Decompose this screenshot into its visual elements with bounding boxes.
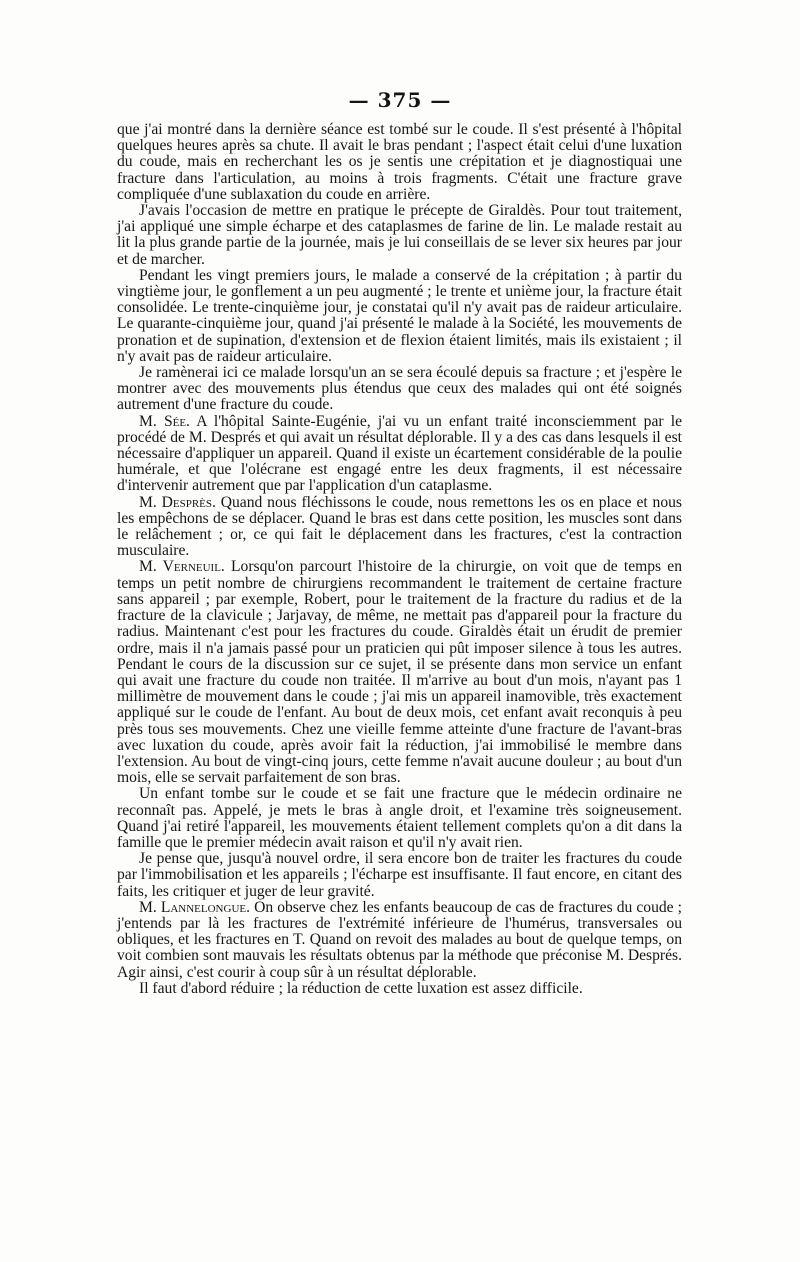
paragraph xyxy=(117,559,682,786)
paragraph xyxy=(117,203,682,268)
paragraph-text: Un enfant tombe sur le coude et se fait une fracture que le médecin ordinaire ne reconnaît pas. Appelé, je mets le bras à angle droit, et l'examine très soigneusement. Quand j'ai retiré l'appareil, les mouvements étaient tellement complets qu'on a dit dans la famille que le premier médecin avait raison et qu'il n'y avait rien. xyxy=(117,785,682,851)
paragraph xyxy=(117,900,682,981)
speaker-name: M. Sée. xyxy=(139,412,190,430)
paragraph xyxy=(117,981,682,997)
speaker-name: M. Verneuil. xyxy=(139,558,225,576)
paragraph xyxy=(117,268,682,365)
paragraph-text: Je pense que, jusqu'à nouvel ordre, il sera encore bon de traiter les fractures du coude par l'immobilisation et les appareils ; l'écharpe est insuffisante. Il faut encore, en citant des faits, les critiquer et juger de leur gravité. xyxy=(117,850,682,900)
paragraph xyxy=(117,365,682,414)
paragraph-text: Quand nous fléchissons le coude, nous remettons les os en place et nous les empêchons de se déplacer. Quand le bras est dans cette position, les muscles sont dans le relâchement ; or, ce qui fait le déplacement dans les fractures, c'est la contraction musculaire. xyxy=(117,493,682,560)
paragraph-text: On observe chez les enfants beaucoup de cas de fractures du coude ; j'entends par là les fractures de l'extrémité inférieure de l'humérus, transversales ou obliques, et les fractures en T. Quand on revoit des malades au bout de quelque temps, on voit combien sont mauvais les résultats obtenus par la méthode que préconise M. Després. Agir ainsi, c'est courir à coup sûr à un résultat déplorable. xyxy=(117,898,682,981)
paragraph-text: Lorsqu'on parcourt l'histoire de la chirurgie, on voit que de temps en temps un petit nombre de chirurgiens recommandent le traitement de certaine fracture sans appareil ; par exemple, Robert, pour le traitement de la fracture du radius et de la fracture de la clavicule ; Jarjavay, de même, ne mettait pas d'appareil pour la fracture du radius. Maintenant c'est pour les fractures du coude. Giraldès était un érudit de premier ordre, mais il n'a jamais passé pour un praticien qui pût imposer silence à tous les autres. Pendant le cours de la discussion sur ce sujet, il se présente dans mon service un enfant qui avait une fracture du coude non traitée. Il m'arrive au bout d'un mois, n'ayant pas 1 millimètre de mouvement dans le coude ; j'ai mis un appareil inamovible, très exactement appliqué sur le coude de l'enfant. Au bout de deux mois, cet enfant avait reconquis à peu près tous ses mouvements. Chez une vieille femme atteinte d'une fracture de l'avant-bras avec luxation du coude, après avoir fait la réduction, j'ai immobilisé le membre dans l'extension. Au bout de vingt-cinq jours, cette femme n'avait aucune douleur ; au bout d'un mois, elle se servait parfaitement de son bras. xyxy=(117,558,682,787)
paragraph xyxy=(117,414,682,495)
paragraph-text: Je ramènerai ici ce malade lorsqu'un an se sera écoulé depuis sa fracture ; et j'espère le montrer avec des mouvements plus étendus que ceux des malades qui ont été soignés autrement d'une fracture du coude. xyxy=(117,364,682,414)
speaker-name: M. Lannelongue. xyxy=(139,898,251,916)
paragraph xyxy=(117,495,682,560)
page-number: — 375 — xyxy=(348,88,452,112)
paragraph-text: Pendant les vingt premiers jours, le malade a conservé de la crépitation ; à partir du vingtième jour, le gonflement a un peu augmenté ; le trente et unième jour, la fracture était consolidée. Le trente-cinquième jour, je constatai qu'il n'y avait pas de raideur articulaire. Le quarante-cinquième jour, quand j'ai présenté le malade à la Société, les mouvements de pronation et de supination, d'extension et de flexion étaient limités, mais ils existaient ; il n'y avait pas de raideur articulaire. xyxy=(117,266,682,365)
paragraph-text: que j'ai montré dans la dernière séance est tombé sur le coude. Il s'est présenté à l'hôpital quelques heures après sa chute. Il avait le bras pendant ; l'aspect était celui d'une luxation du coude, mais en recherchant les os je sentis une crépitation et je diagnostiquai une fracture dans l'articulation, au moins à trois fragments. C'était une fracture grave compliquée d'une sublaxation du coude en arrière. xyxy=(117,121,682,203)
paragraph-text: J'avais l'occasion de mettre en pratique le précepte de Giraldès. Pour tout traitement, j'ai appliqué une simple écharpe et des cataplasmes de farine de lin. Le malade restait au lit la plus grande partie de la journée, mais je lui conseillais de se lever six heures par jour et de marcher. xyxy=(117,202,682,268)
paragraph-text: Il faut d'abord réduire ; la réduction de cette luxation est assez difficile. xyxy=(139,979,583,997)
paragraph xyxy=(117,122,682,203)
body-text xyxy=(117,122,682,997)
paragraph-text: A l'hôpital Sainte-Eugénie, j'ai vu un enfant traité inconsciemment par le procédé de M. Després et qui avait un résultat déplorable. Il y a des cas dans lesquels il est nécessaire d'appliquer un appareil. Quand il existe un écartement considérable de la poulie humérale, et que l'olécrane est engagé entre les deux fragments, il est nécessaire d'intervenir autrement que par l'application d'un cataplasme. xyxy=(117,412,683,495)
paragraph xyxy=(117,851,682,900)
paragraph xyxy=(117,786,682,851)
speaker-name: M. Desprès. xyxy=(139,493,216,511)
